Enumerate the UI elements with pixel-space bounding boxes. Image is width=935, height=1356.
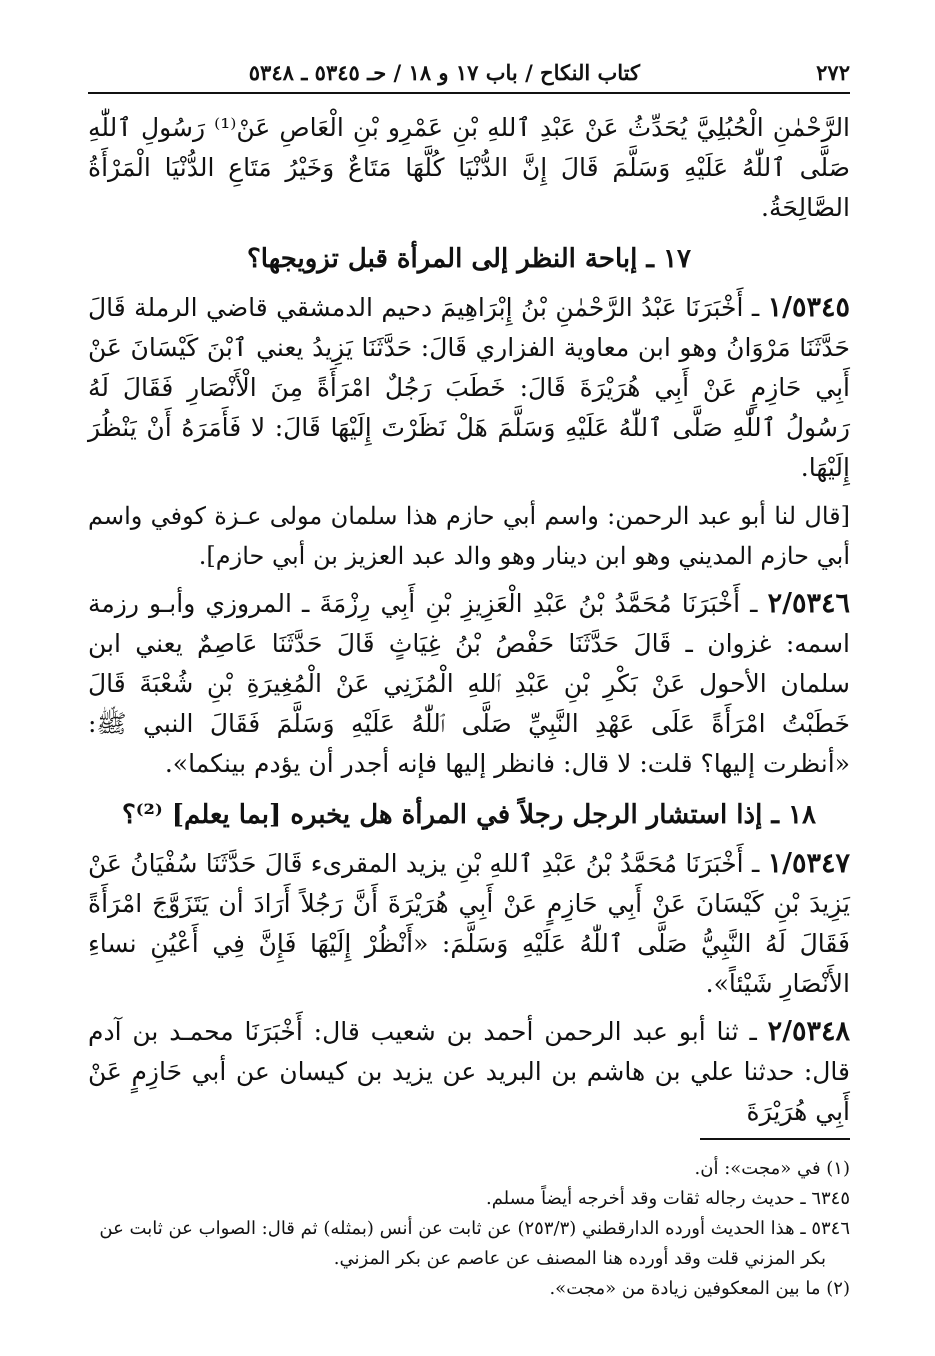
footnote-5346-continued: بكر المزني قلت وقد أورده هنا المصنف عن عاصم عن بكر المزني. [333, 1248, 826, 1269]
intro-paragraph: الرَّحْمٰنِ الْحُبُلِيَّ يُحَدِّثُ عَنْ عَبْدِ ٱللهِ بْنِ عَمْرِو بْنِ الْعَاصِ عَنْ⁽¹⁾ رَسُولِ ٱللّٰهِ صَلَّى ٱللّٰهُ عَلَيْهِ وَسَلَّمَ قَالَ إِنَّ الدُّنْيَا كُلَّهَا مَتَاعٌ وَخَيْرُ مَتَاعِ الدُّنْيَا الْمَرْأَةُ الصَّالِحَةُ. [88, 113, 851, 222]
chapter-heading-18: ١٨ ـ إذا استشار الرجل رجلاً في المرأة هل يخبره [بما يعلم] ⁽²⁾؟ [122, 800, 816, 830]
footnote-5346: ٥٣٤٦ ـ هذا الحديث أورده الدارقطني (٢٥٣/٣) عن ثابت عن أنس (بمثله) ثم قال: الصواب عن ثابت عن [99, 1218, 850, 1239]
hadith-number: ١/٥٣٤٧ [767, 848, 850, 879]
footnotes [88, 1138, 850, 1304]
hadith-number: ٢/٥٣٤٨ [767, 1016, 850, 1047]
hadith-text: ـ أَخْبَرَنَا عَبْدُ الرَّحْمٰنِ بْنُ إِبْرَاهِيمَ دحيم الدمشقي قاضي الرملة قَالَ حَدَّثَنَا مَرْوَانُ وهو ابن معاوية الفزاري قَالَ: حَدَّثَنَا يَزِيدُ يعني ٱبْنَ كَيْسَانَ عَنْ أَبِي حَازِمٍ عَنْ أَبِي هُرَيْرَةَ قَالَ: خَطَبَ رَجُلٌ امْرَأَةً مِنَ الْأَنْصَارِ فَقَالَ لَهُ رَسُولُ ٱللّٰهِ صَلَّى ٱللّٰهُ عَلَيْهِ وَسَلَّمَ هَلْ نَظَرْتَ إِلَيْهَا قَالَ: لا فَأَمَرَهُ أَنْ يَنْظُرَ إِلَيْهَا. [88, 293, 850, 482]
hadith-5346 [88, 584, 850, 784]
hadith-text: ـ أَخْبَرَنَا مُحَمَّدُ بْنُ عَبْدِ ٱللهِ بْنِ يزيد المقرىء قَالَ حَدَّثَنَا سُفْيَانُ عَنْ يَزِيدَ بْنِ كَيْسَانَ عَنْ أَبِي حَازِمٍ عَنْ أَبِي هُرَيْرَةَ أَنَّ رَجُلاً أَرَادَ أن يَتَزَوَّجَ امْرَأَةً فَقَالَ لَهُ النَّبِيُّ صَلَّى ٱللّٰهُ عَلَيْهِ وَسَلَّمَ: «أَنْظُرْ إِلَيْهَا فَإِنَّ فِي أَعْيُنِ نساءِ الأَنْصَارِ شَيْئاً». [88, 849, 850, 998]
page-number: ٢٧٢ [816, 60, 850, 85]
hadith-text: ـ ثنا أبو عبد الرحمن أحمد بن شعيب قال: أَخْبَرَنَا محمـد بن آدم قال: حدثنا علي بن هاشم بن البريد عن يزيد بن كيسان عن أبي حَازِمٍ عَنْ أَبِي هُرَيْرَةَ [88, 1017, 850, 1126]
hadith-number: ٢/٥٣٤٦ [767, 588, 850, 619]
hadith-5347 [88, 844, 850, 1004]
hadith-number: ١/٥٣٤٥ [767, 292, 851, 323]
running-header [88, 58, 850, 94]
running-title: كتاب النكاح / باب ١٧ و ١٨ / حـ ٥٣٤٥ ـ ٥٣٤٨ [248, 60, 640, 85]
footnote-2: (٢) ما بين المعكوفين زيادة من «مجت». [549, 1278, 850, 1299]
main-text [88, 108, 850, 1132]
footnote-5345: ٦٣٤٥ ـ حديث رجاله ثقات وقد أخرجه أيضاً مسلم. [485, 1188, 850, 1209]
footnote-1: (١) في «مجت»: أن. [694, 1158, 850, 1179]
chapter-heading-17: ١٧ ـ إباحة النظر إلى المرأة قبل تزويجها؟ [247, 244, 691, 274]
book-page [88, 58, 850, 1318]
hadith-5345 [88, 288, 850, 488]
footnote-divider [700, 1138, 850, 1140]
hadith-5348 [88, 1012, 850, 1132]
hadith-text: ـ أَخْبَرَنَا مُحَمَّدُ بْنُ عَبْدِ الْعَزِيزِ بْنِ أَبِي رِزْمَةَ ـ المروزي وأبـو رزمة اسمه: غزوان ـ قَالَ حَدَّثَنَا حَفْصُ بْنُ غِيَاثٍ قَالَ حَدَّثَنَا عَاصِمٌ يعني ابن سلمان الأحول عَنْ بَكْرِ بْنِ عَبْدِ ٱللهِ الْمُزَنِي عَنْ الْمُغِيرَةِ بْنِ شُعْبَةَ قَالَ خَطَبْتُ امْرَأَةً عَلَى عَهْدِ النَّبِيِّ صَلَّى ٱللّٰهُ عَلَيْهِ وَسَلَّمَ فَقَالَ النبي ﷺ: «أنظرت إليها؟ قلت: لا قال: فانظر إليها فإنه أجدر أن يؤدم بينكما». [88, 589, 850, 778]
editor-note: [قال لنا أبو عبد الرحمن: واسم أبي حازم هذا سلمان مولى عـزة كوفي واسم أبي حازم المديني وهو ابن دينار وهو والد عبد العزيز بن أبي حازم]. [88, 502, 850, 570]
